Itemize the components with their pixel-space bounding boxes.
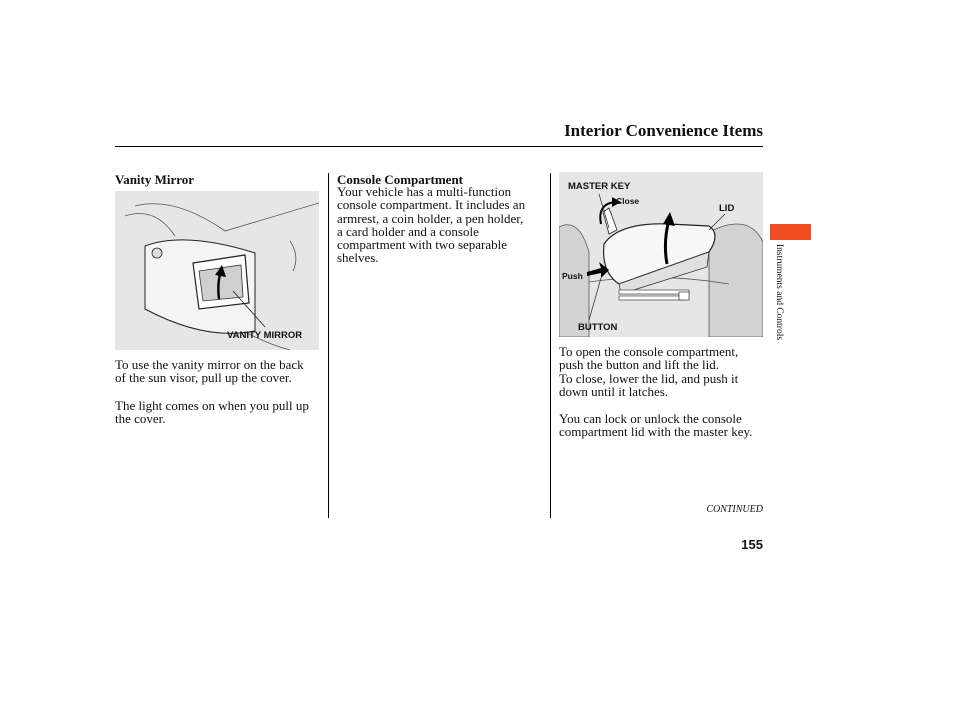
- console-intro-paragraph: Your vehicle has a multi-function console compartment. It includes an armrest, a coin holder, a pen holder, a card holder and a console compartment with two separable shelves.: [337, 184, 526, 266]
- console-compartment-illustration: [559, 172, 763, 337]
- section-tab-label: Instruments and Controls: [774, 244, 784, 341]
- column-divider-right: [550, 173, 551, 518]
- vanity-mirror-paragraph: To use the vanity mirror on the back of the sun visor, pull up the cover.: [115, 357, 304, 386]
- console-compartment-text: [559, 345, 769, 439]
- page-number: 155: [741, 537, 763, 552]
- sun-visor-drawing: [115, 191, 319, 350]
- vanity-mirror-label: VANITY MIRROR: [227, 330, 303, 341]
- master-key-label: MASTER KEY: [568, 181, 631, 192]
- console-drawing: [559, 172, 763, 337]
- section-tab: [770, 224, 811, 240]
- close-label: Close: [616, 196, 640, 206]
- console-compartment-intro: [337, 185, 547, 265]
- column-divider-left: [328, 173, 329, 518]
- lid-label: LID: [719, 203, 735, 214]
- console-paragraph: You can lock or unlock the console compartment lid with the master key.: [559, 411, 753, 440]
- console-paragraph: To open the console compartment, push the button and lift the lid. To close, lower the lid, and push it down until it latches.: [559, 344, 739, 399]
- continued-note: CONTINUED: [706, 504, 763, 515]
- vanity-mirror-heading: Vanity Mirror: [115, 172, 195, 187]
- vanity-mirror-illustration: [115, 191, 319, 350]
- title-divider: [115, 146, 763, 147]
- push-label: Push: [562, 271, 583, 281]
- console-compartment-heading: Console Compartment: [337, 172, 464, 187]
- vanity-mirror-text: [115, 358, 325, 425]
- page-title: Interior Convenience Items: [564, 121, 763, 140]
- button-label: BUTTON: [578, 322, 618, 333]
- vanity-mirror-paragraph: The light comes on when you pull up the cover.: [115, 397, 309, 426]
